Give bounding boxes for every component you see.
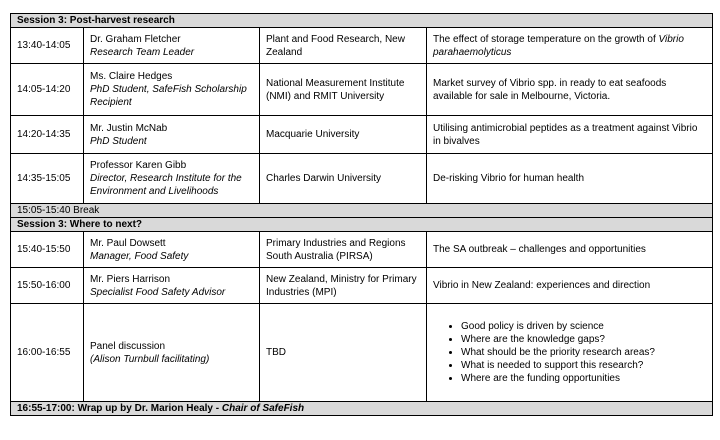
topic-cell xyxy=(427,304,713,402)
topic-cell xyxy=(427,28,713,64)
session-header: Session 3: Post-harvest research xyxy=(11,14,713,28)
agenda-table xyxy=(10,13,713,416)
speaker-role: Specialist Food Safety Advisor xyxy=(90,286,226,298)
time-cell: 14:05-14:20 xyxy=(11,64,84,116)
organisation-cell: Charles Darwin University xyxy=(260,154,427,204)
speaker-role: Research Team Leader xyxy=(90,46,195,58)
break-label: 15:05-15:40 Break xyxy=(11,204,713,218)
time-cell: 15:40-15:50 xyxy=(11,232,84,268)
agenda-row xyxy=(11,28,713,64)
speaker-cell xyxy=(84,304,260,402)
topic-cell: De-risking Vibrio for human health xyxy=(427,154,713,204)
speaker-name: Mr. Piers Harrison xyxy=(90,273,171,285)
time-cell: 13:40-14:05 xyxy=(11,28,84,64)
agenda-row xyxy=(11,154,713,204)
wrap-up-label xyxy=(11,402,713,416)
session-header-row xyxy=(11,14,713,28)
organisation-cell: National Measurement Institute (NMI) and RMIT University xyxy=(260,64,427,116)
session-header: Session 3: Where to next? xyxy=(11,218,713,232)
topic-cell: The SA outbreak – challenges and opportunities xyxy=(427,232,713,268)
agenda-row xyxy=(11,268,713,304)
speaker-name: Mr. Paul Dowsett xyxy=(90,237,166,249)
organisation-cell: Primary Industries and Regions South Australia (PIRSA) xyxy=(260,232,427,268)
panel-title: Panel discussion xyxy=(90,340,166,352)
list-item: • Where are the knowledge gaps? xyxy=(461,333,706,346)
topic-cell: Market survey of Vibrio spp. in ready to eat seafoods available for sale in Melbourne, Victoria. xyxy=(427,64,713,116)
speaker-role: PhD Student, SafeFish Scholarship Recipient xyxy=(90,84,247,108)
list-item: • Good policy is driven by science xyxy=(461,320,706,333)
speaker-name: Ms. Claire Hedges xyxy=(90,71,173,82)
panel-facilitator: (Alison Turnbull facilitating) xyxy=(90,353,210,365)
organisation-cell: TBD xyxy=(260,304,427,402)
speaker-cell xyxy=(84,116,260,154)
time-cell: 14:20-14:35 xyxy=(11,116,84,154)
speaker-cell xyxy=(84,232,260,268)
list-item: • Where are the funding opportunities xyxy=(461,372,706,385)
speaker-cell xyxy=(84,28,260,64)
agenda-row xyxy=(11,64,713,116)
organisation-cell: Plant and Food Research, New Zealand xyxy=(260,28,427,64)
organisation-cell: New Zealand, Ministry for Primary Industries (MPI) xyxy=(260,268,427,304)
wrap-up-role: Chair of SafeFish xyxy=(221,403,305,414)
break-row xyxy=(11,204,713,218)
speaker-role: Manager, Food Safety xyxy=(90,250,189,262)
organisation-cell: Macquarie University xyxy=(260,116,427,154)
speaker-cell xyxy=(84,268,260,304)
time-cell: 16:00-16:55 xyxy=(11,304,84,402)
agenda xyxy=(10,13,712,416)
speaker-role: Director, Research Institute for the Environment and Livelihoods xyxy=(90,173,242,197)
speaker-cell xyxy=(84,154,260,204)
panel-row xyxy=(11,304,713,402)
session-header-row xyxy=(11,218,713,232)
list-item: • What is needed to support this research? xyxy=(461,359,706,372)
topic-species: Vibrio parahaemolyticus xyxy=(433,33,684,58)
speaker-cell xyxy=(84,64,260,116)
speaker-role: PhD Student xyxy=(90,135,147,147)
speaker-name: Professor Karen Gibb xyxy=(90,160,187,171)
panel-topics-list xyxy=(433,320,706,385)
time-cell: 15:50-16:00 xyxy=(11,268,84,304)
footer-row xyxy=(11,402,713,416)
topic-text: The effect of storage temperature on the growth of xyxy=(433,33,659,45)
speaker-name: Mr. Justin McNab xyxy=(90,122,168,134)
wrap-up-text: 16:55-17:00: Wrap up by Dr. Marion Healy - xyxy=(17,403,222,414)
list-item: • What should be the priority research areas? xyxy=(461,346,706,359)
agenda-row xyxy=(11,116,713,154)
topic-cell: Utilising antimicrobial peptides as a treatment against Vibrio in bivalves xyxy=(427,116,713,154)
speaker-name: Dr. Graham Fletcher xyxy=(90,33,181,45)
time-cell: 14:35-15:05 xyxy=(11,154,84,204)
topic-cell: Vibrio in New Zealand: experiences and direction xyxy=(427,268,713,304)
agenda-row xyxy=(11,232,713,268)
